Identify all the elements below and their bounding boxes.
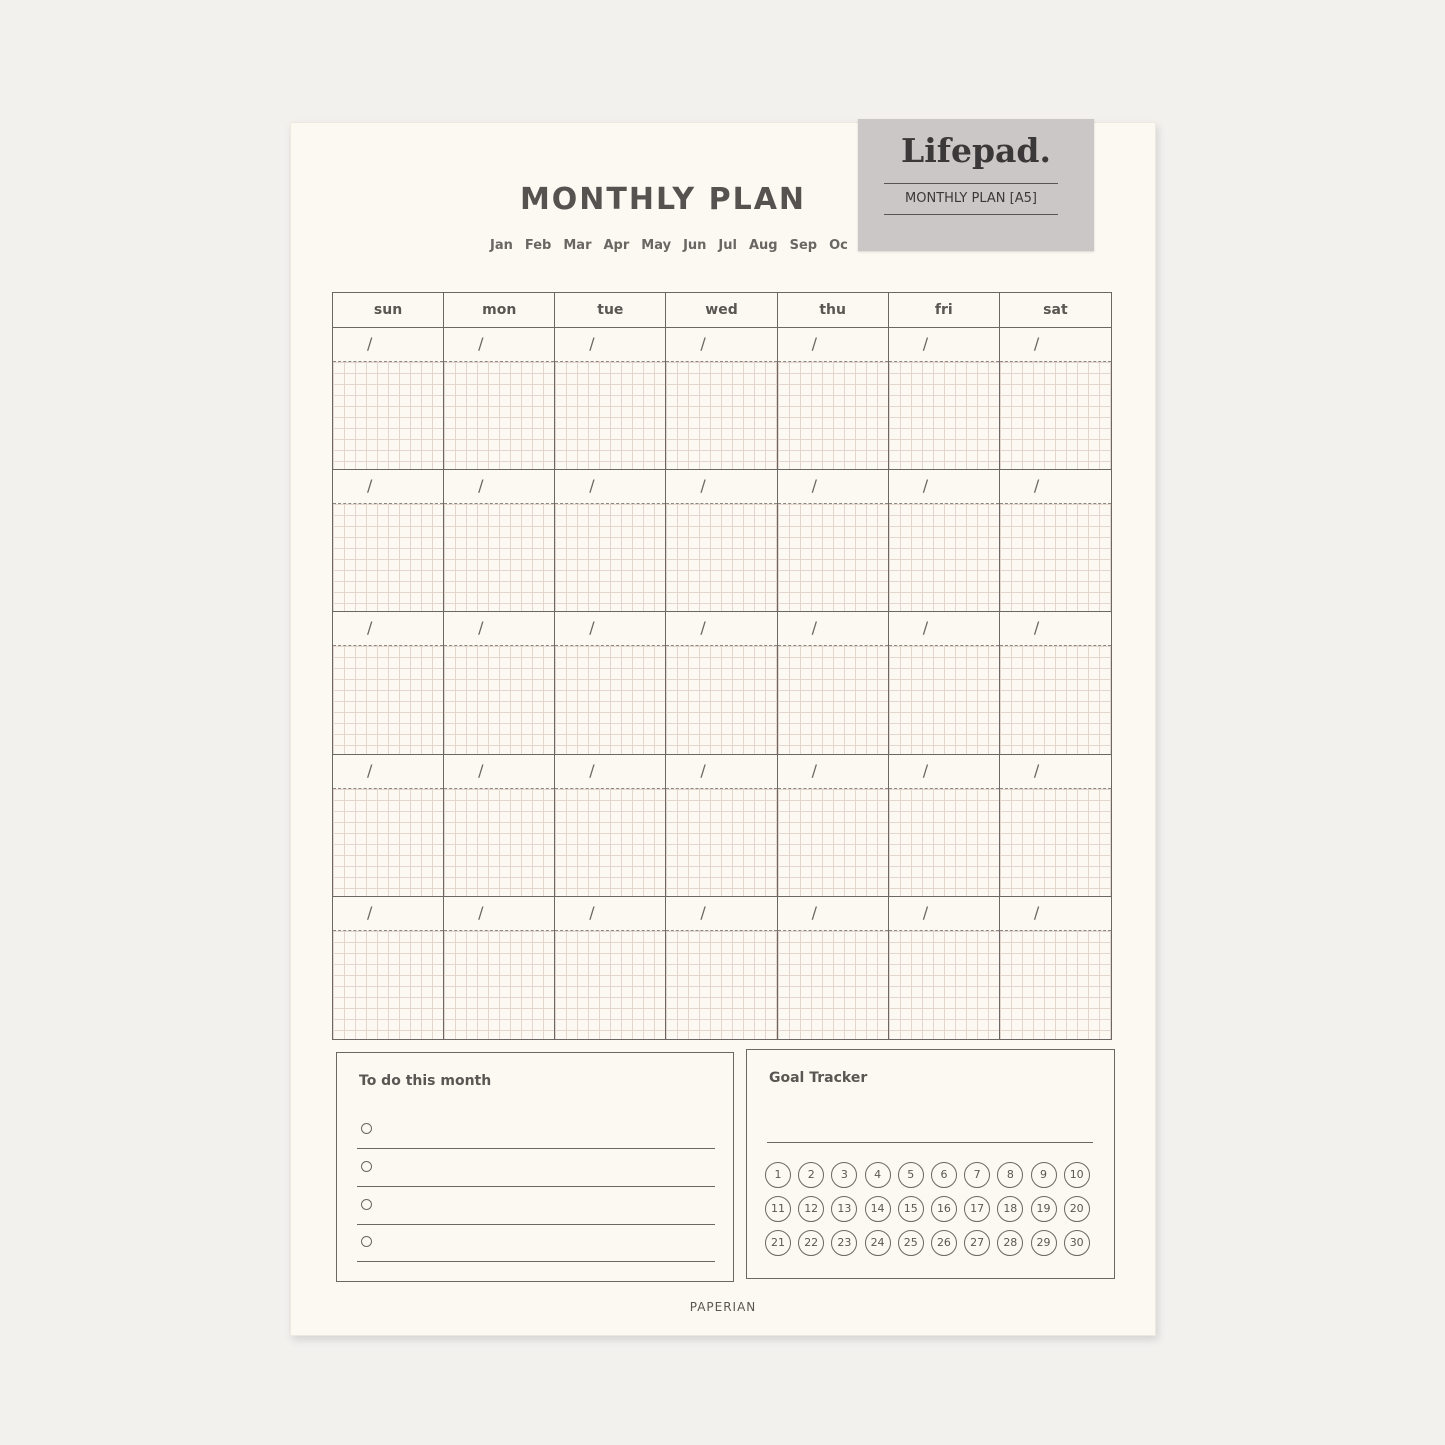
goal-day-circle[interactable]: 7 — [964, 1162, 990, 1188]
weekday-header: mon — [444, 293, 555, 328]
goal-day-circle[interactable]: 14 — [865, 1196, 891, 1222]
goal-day-circle[interactable]: 1 — [765, 1162, 791, 1188]
goal-day-circle[interactable]: 18 — [997, 1196, 1023, 1222]
day-cell[interactable] — [555, 470, 666, 612]
day-cell[interactable] — [444, 470, 555, 612]
date-slash: / — [1033, 760, 1040, 780]
date-slash: / — [811, 476, 817, 496]
brand-footer: PAPERIAN — [689, 1300, 757, 1314]
note-grid — [666, 788, 776, 896]
day-cell[interactable] — [889, 755, 1000, 897]
note-grid — [444, 361, 554, 469]
day-cell[interactable] — [666, 755, 777, 897]
weekday-header: thu — [778, 293, 889, 328]
day-cell[interactable] — [666, 612, 777, 754]
date-slash: / — [811, 902, 817, 922]
note-grid — [778, 645, 888, 753]
goal-day-circle[interactable]: 26 — [931, 1230, 957, 1256]
date-slash: / — [1033, 334, 1040, 353]
date-slash: / — [589, 618, 595, 638]
note-grid — [666, 930, 776, 1039]
note-grid — [778, 503, 888, 611]
note-grid — [555, 788, 665, 896]
day-cell[interactable] — [889, 328, 1000, 470]
goal-day-circle[interactable]: 5 — [898, 1162, 924, 1188]
day-cell[interactable] — [778, 897, 889, 1039]
date-slash: / — [922, 902, 929, 922]
weekday-header: tue — [555, 293, 666, 328]
date-slash: / — [700, 760, 706, 780]
day-cell[interactable] — [1000, 897, 1111, 1039]
note-grid — [1000, 930, 1111, 1039]
note-grid — [444, 930, 554, 1039]
date-slash: / — [589, 334, 595, 353]
goal-day-circle[interactable]: 30 — [1064, 1230, 1090, 1256]
day-cell[interactable] — [555, 755, 666, 897]
note-grid — [1000, 361, 1111, 469]
day-cell[interactable] — [444, 755, 555, 897]
note-grid — [778, 930, 888, 1039]
date-slash: / — [922, 334, 929, 353]
note-grid — [555, 361, 665, 469]
month-label: Mar — [563, 238, 592, 253]
goal-day-circle[interactable]: 23 — [831, 1230, 857, 1256]
month-label: Jul — [718, 238, 737, 253]
date-slash: / — [1033, 902, 1040, 922]
date-slash: / — [589, 760, 595, 780]
todo-line[interactable] — [357, 1224, 715, 1262]
day-cell[interactable] — [1000, 755, 1111, 897]
month-label: Aug — [748, 238, 778, 253]
todo-line[interactable] — [357, 1111, 715, 1149]
date-slash: / — [589, 902, 595, 922]
month-label: Apr — [603, 238, 630, 253]
day-cell[interactable] — [666, 328, 777, 470]
date-slash: / — [589, 476, 595, 496]
note-grid — [1000, 788, 1111, 896]
goal-line[interactable] — [767, 1142, 1093, 1143]
calendar-grid — [332, 292, 1112, 1040]
goal-day-circle[interactable]: 3 — [831, 1162, 857, 1188]
day-cell[interactable] — [666, 897, 777, 1039]
note-grid — [889, 930, 999, 1039]
day-cell[interactable] — [778, 470, 889, 612]
day-cell[interactable] — [444, 897, 555, 1039]
todo-box — [336, 1052, 734, 1282]
note-grid — [333, 361, 443, 469]
day-cell[interactable] — [1000, 470, 1111, 612]
day-cell[interactable] — [778, 328, 889, 470]
date-slash: / — [478, 334, 484, 353]
goal-day-circle[interactable]: 13 — [831, 1196, 857, 1222]
date-slash: / — [367, 760, 373, 780]
brand-name: Lifepad. — [901, 131, 1051, 170]
date-slash: / — [367, 476, 373, 496]
day-cell[interactable] — [555, 612, 666, 754]
note-grid — [889, 788, 999, 896]
goal-day-circle[interactable]: 22 — [798, 1230, 824, 1256]
day-cell[interactable] — [333, 328, 444, 470]
day-cell[interactable] — [889, 470, 1000, 612]
goal-day-circle[interactable]: 2 — [798, 1162, 824, 1188]
goal-day-circle[interactable]: 9 — [1031, 1162, 1057, 1188]
note-grid — [444, 788, 554, 896]
date-slash: / — [811, 334, 817, 353]
day-cell[interactable] — [555, 897, 666, 1039]
note-grid — [1000, 503, 1111, 611]
goal-day-circle[interactable]: 28 — [997, 1230, 1023, 1256]
note-grid — [666, 645, 776, 753]
day-cell[interactable] — [333, 612, 444, 754]
checkbox-circle-icon[interactable] — [361, 1123, 372, 1134]
goal-day-circle[interactable]: 10 — [1064, 1162, 1090, 1188]
day-cell[interactable] — [333, 755, 444, 897]
note-grid — [555, 930, 665, 1039]
goal-day-circle[interactable]: 17 — [964, 1196, 990, 1222]
day-cell[interactable] — [889, 897, 1000, 1039]
day-cell[interactable] — [1000, 612, 1111, 754]
date-slash: / — [700, 334, 706, 353]
date-slash: / — [922, 618, 929, 638]
day-cell[interactable] — [666, 470, 777, 612]
date-slash: / — [922, 476, 929, 496]
month-label: Jan — [490, 238, 513, 253]
product-label — [858, 119, 1094, 251]
note-grid — [889, 361, 999, 469]
date-slash: / — [700, 618, 706, 638]
goal-day-circle[interactable]: 16 — [931, 1196, 957, 1222]
todo-line[interactable] — [357, 1149, 715, 1187]
note-grid — [889, 645, 999, 753]
day-cell[interactable] — [889, 612, 1000, 754]
goal-day-circle[interactable]: 27 — [964, 1230, 990, 1256]
note-grid — [555, 503, 665, 611]
note-grid — [778, 788, 888, 896]
note-grid — [333, 788, 443, 896]
goal-day-circle[interactable]: 4 — [865, 1162, 891, 1188]
date-slash: / — [811, 760, 817, 780]
goal-day-circle[interactable]: 20 — [1064, 1196, 1090, 1222]
note-grid — [778, 361, 888, 469]
goal-day-circle[interactable]: 6 — [931, 1162, 957, 1188]
date-slash: / — [367, 618, 373, 638]
day-cell[interactable] — [1000, 328, 1111, 470]
month-label: Oc — [829, 238, 848, 253]
note-grid — [666, 361, 776, 469]
note-grid — [889, 503, 999, 611]
month-label: Feb — [524, 238, 552, 253]
goal-number-grid — [765, 1162, 1097, 1256]
month-label: May — [641, 238, 672, 253]
goal-day-circle[interactable]: 11 — [765, 1196, 791, 1222]
day-cell[interactable] — [333, 897, 444, 1039]
note-grid — [444, 503, 554, 611]
goal-day-circle[interactable]: 19 — [1031, 1196, 1057, 1222]
date-slash: / — [478, 618, 484, 638]
goal-heading: Goal Tracker — [769, 1070, 868, 1086]
goal-day-circle[interactable]: 24 — [865, 1230, 891, 1256]
day-cell[interactable] — [333, 470, 444, 612]
month-label: Jun — [683, 238, 707, 253]
day-cell[interactable] — [778, 612, 889, 754]
note-grid — [333, 930, 443, 1039]
date-slash: / — [478, 902, 484, 922]
goal-day-circle[interactable]: 29 — [1031, 1230, 1057, 1256]
goal-day-circle[interactable]: 25 — [898, 1230, 924, 1256]
month-row — [490, 238, 848, 258]
date-slash: / — [367, 334, 373, 353]
product-subtitle: MONTHLY PLAN [A5] — [884, 183, 1058, 215]
goal-day-circle[interactable]: 21 — [765, 1230, 791, 1256]
date-slash: / — [478, 760, 484, 780]
checkbox-circle-icon[interactable] — [361, 1199, 372, 1210]
date-slash: / — [922, 760, 929, 780]
goal-day-circle[interactable]: 15 — [898, 1196, 924, 1222]
goal-tracker-box — [746, 1049, 1115, 1279]
day-cell[interactable] — [444, 328, 555, 470]
goal-day-circle[interactable]: 12 — [798, 1196, 824, 1222]
weekday-header: wed — [666, 293, 777, 328]
todo-line[interactable] — [357, 1187, 715, 1225]
page-title: MONTHLY PLAN — [519, 182, 807, 217]
date-slash: / — [811, 618, 817, 638]
day-cell[interactable] — [555, 328, 666, 470]
note-grid — [333, 503, 443, 611]
month-label: Sep — [789, 238, 818, 253]
date-slash: / — [367, 902, 373, 922]
note-grid — [666, 503, 776, 611]
weekday-header: sat — [1000, 293, 1111, 328]
date-slash: / — [478, 476, 484, 496]
date-slash: / — [700, 902, 706, 922]
weekday-header: sun — [333, 293, 444, 328]
note-grid — [555, 645, 665, 753]
checkbox-circle-icon[interactable] — [361, 1161, 372, 1172]
date-slash: / — [1033, 476, 1040, 496]
note-grid — [444, 645, 554, 753]
day-cell[interactable] — [444, 612, 555, 754]
note-grid — [333, 645, 443, 753]
date-slash: / — [700, 476, 706, 496]
day-cell[interactable] — [778, 755, 889, 897]
todo-heading: To do this month — [359, 1073, 492, 1089]
weekday-header: fri — [889, 293, 1000, 328]
note-grid — [1000, 645, 1111, 753]
monthly-planner-pad — [290, 122, 1156, 1336]
goal-day-circle[interactable]: 8 — [997, 1162, 1023, 1188]
checkbox-circle-icon[interactable] — [361, 1236, 372, 1247]
date-slash: / — [1033, 618, 1040, 638]
